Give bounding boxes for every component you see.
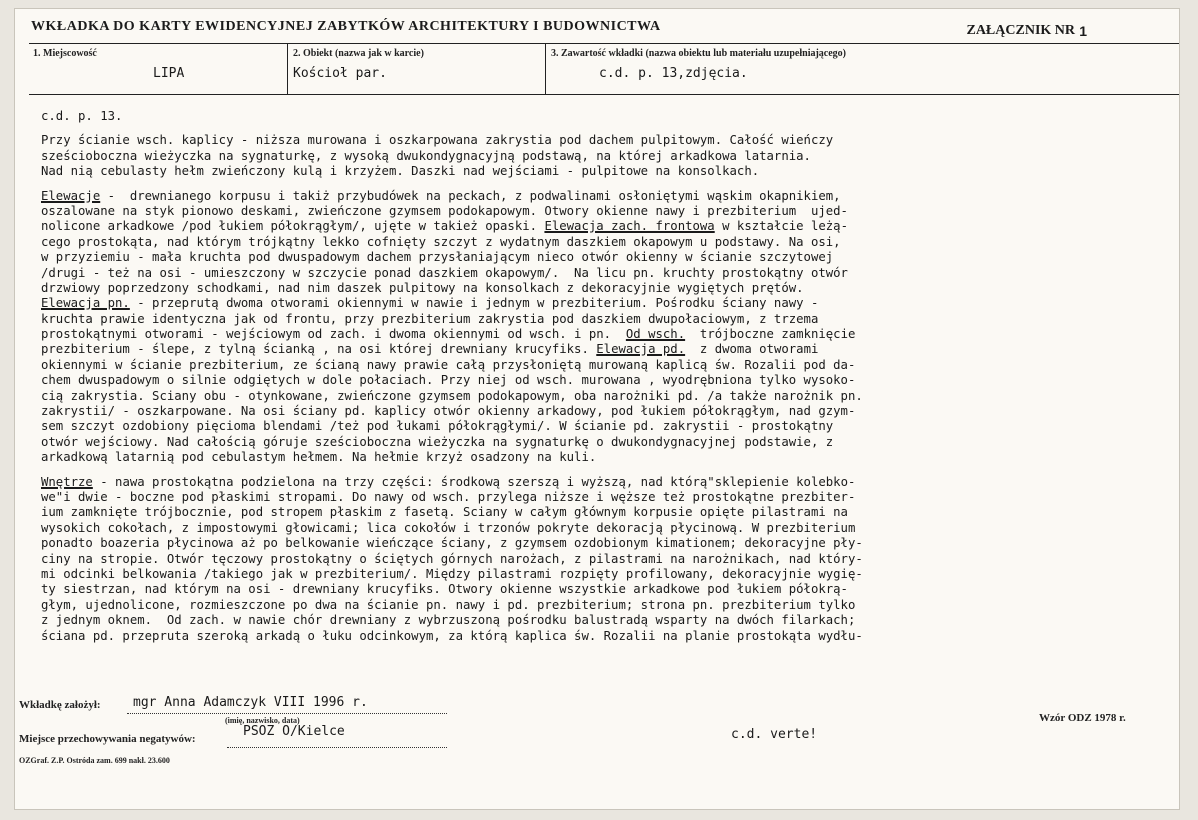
term-east: Od wsch. [625, 327, 686, 342]
text-line: w przyziemiu - mała kruchta pod dwuspadowym dachem przysłaniającym nieco otwór okienny w ścianie szczytowej [41, 250, 834, 265]
text-line: sem szczyt ozdobiony pięcioma blendami /też pod łukami półokrągłymi/. W ścianie pd. zakrystii - prostokątny [41, 419, 834, 434]
text-line: wysokich cokołach, z impostowymi głowicami; lica cokołów i trzonów pokryte dekoracją płycinową. W prezbiterium [41, 520, 856, 535]
text-line: mi odcinki belkowania /takiego jak w prezbiterium/. Między pilastrami rozpięty profilowany, dekoracyjnie wygię- [41, 566, 863, 581]
term-interior: Wnętrze [41, 474, 93, 489]
text-line: we"i dwie - boczne pod płaskimi stropami. Do nawy od wsch. przylega niższe i węższe też prostokątne prezbiter- [41, 489, 856, 504]
annex-label: ZAŁĄCZNIK NR [966, 23, 1075, 38]
text-line: chem dwuspadowym o silnie odgiętych w dole połaciach. Przy niej od wsch. murowana , wyodrębniona tylko wysoko- [41, 373, 856, 388]
field-contents [547, 44, 1179, 94]
field-object-value: Kościoł par. [293, 66, 387, 81]
text-line: Elewacja pn. - przeprutą dwoma otworami okiennymi w nawie i jednym w prezbiterium. Pośrodku ściany nawy - [41, 296, 819, 311]
negatives-storage-line [227, 747, 447, 748]
section-heading: c.d. p. 13. [41, 109, 123, 123]
prepared-by-label: Wkładkę założył: [19, 699, 101, 711]
text-line: ium zamknięte trójbocznie, pod stropem płaskim z fasetą. Sciany w całym głównym korpusie opięte pilastrami na [41, 505, 848, 520]
text-line: ściana pd. przepruta szeroką arkadą o łuku odcinkowym, za którą kaplica św. Rozalii na planie prostokąta wydłu- [41, 628, 863, 643]
term-west-elevation: Elewacja zach. frontowa [544, 219, 715, 234]
text-line: ponadto boazeria płycinowa aż po belkowanie wieńczące ściany, z gzymsem ozdobionym kimationem; dekoracyjne pły- [41, 536, 863, 551]
text-line: Wnętrze - nawa prostokątna podzielona na trzy części: środkową szerszą i wyższą, nad którą"sklepienie kolebko- [41, 474, 856, 489]
text-line: cią zakrystia. Sciany obu - otynkowane, zwieńczone gzymsem podokapowym, oba narożniki pd. /a także narożnik pn. [41, 388, 863, 403]
text-line: otwór wejściowy. Nad całością góruje sześcioboczna wieżyczka na sygnaturkę o dwukondygnacyjnej podstawie, z [41, 434, 834, 449]
negatives-storage-value: PSOZ O/Kielce [243, 724, 345, 739]
term-north-elevation: Elewacja pn. [41, 296, 130, 311]
name-date-hint: (imię, nazwisko, data) [225, 716, 300, 725]
text-line: Przy ścianie wsch. kaplicy - niższa murowana i oszkarpowana zakrystia pod dachem pulpitowym. Całość wieńczy [41, 133, 834, 148]
field-locality [29, 44, 288, 94]
text-line: kruchta prawie identyczna jak od frontu, przy prezbiterium zakrystia pod daszkiem dwupołaciowym, z trzema [41, 311, 819, 326]
text-line: drzwiowy poprzedzony schodkami, nad nim daszek pulpitowy na konsolkach z dekoracyjnie wygiętych prętów. [41, 280, 804, 295]
annex-number: 1 [1079, 23, 1087, 39]
text-line: ty siestrzan, nad którym na osi - drewniany krucyfiks. Otwory okienne wszystkie arkadkowe pod łukiem półokrą- [41, 582, 848, 597]
inventory-card-insert [14, 8, 1180, 810]
text-line: sześcioboczna wieżyczka na sygnaturkę, z wysoką dwukondygnacyjną podstawą, na której arkadkowa latarnia. [41, 148, 811, 163]
negatives-storage-label: Miejsce przechowywania negatywów: [19, 733, 196, 745]
field-contents-label: 3. Zawartość wkładki (nazwa obiektu lub materiału uzupełniającego) [551, 48, 847, 59]
field-locality-value: LIPA [153, 66, 185, 81]
continued-note: c.d. verte! [731, 727, 818, 742]
field-locality-label: 1. Miejscowość [33, 48, 97, 59]
text-line: Elewacje - drewnianego korpusu i takiż przybudówek na peckach, z podwalinami osłoniętymi wąskim okapnikiem, [41, 188, 841, 203]
text-line: prostokątnymi otworami - wejściowym od zach. i dwoma okiennymi od wsch. i pn. Od wsch. trójboczne zamknięcie [41, 327, 856, 342]
field-contents-value: c.d. p. 13,zdjęcia. [599, 66, 748, 81]
text-line: zakrystii/ - oszkarpowane. Na osi ściany pd. kaplicy otwór okienny arkadowy, pod łukiem półokrągłym, nad gzym- [41, 404, 856, 419]
text-line: okiennymi w ścianie prezbiterium, ze ścianą nawy prawie całą przysłoniętą murowaną kaplicą św. Rozalii pod da- [41, 357, 856, 372]
card-title: WKŁADKA DO KARTY EWIDENCYJNEJ ZABYTKÓW ARCHITEKTURY I BUDOWNICTWA [31, 19, 661, 34]
text-line: arkadkową latarnią pod cebulastym hełmem. Na hełmie krzyż osadzony na kuli. [41, 450, 597, 465]
text-line: /drugi - też na osi - umieszczony w szczycie ponad daszkiem okapowym/. Na licu pn. kruchty prostokątny otwór [41, 265, 848, 280]
field-object [289, 44, 546, 94]
printer-imprint: OZGraf. Z.P. Ostróda zam. 699 nakł. 23.600 [19, 756, 170, 765]
text-line: prezbiterium - ślepe, z tylną ścianką , na osi której drewniany krucyfiks. Elewacja pd. z dwoma otworami [41, 342, 819, 357]
text-line: nolicone arkadkowe /pod łukiem półokrągłym/, ujęte w takież opaski. Elewacja zach. frontowa w kształcie leżą- [41, 219, 848, 234]
text-line: oszalowane na styk pionowo deskami, zwieńczone gzymsem podokapowym. Otwory okienne nawy i prezbiterium ujed- [41, 203, 848, 218]
text-line: cego prostokąta, nad którym trójkątny lekko cofnięty szczyt z wydatnym daszkiem okapowym u podstawy. Na osi, [41, 234, 841, 249]
field-object-label: 2. Obiekt (nazwa jak w karcie) [293, 48, 424, 59]
term-elevations: Elewacje [41, 188, 101, 203]
text-line: głym, ujednolicone, rozmieszczone po dwa na ścianie pn. nawy i pd. prezbiterium; strona pn. prezbiterium tylko [41, 597, 856, 612]
prepared-by-line [127, 713, 447, 714]
text-line: ciny na stropie. Otwór tęczowy prostokątny o ściętych górnych narożach, z pilastrami na narożnikach, nad który- [41, 551, 863, 566]
header-fields [29, 43, 1179, 95]
text-line: Nad nią cebulasty hełm zwieńczony kulą i krzyżem. Daszki nad wejściami - pulpitowe na konsolkach. [41, 164, 760, 179]
text-line: z jednym oknem. Od zach. w nawie chór drewniany z wybrzuszoną pośrodku balustradą wsparty na dwóch filarkach; [41, 613, 856, 628]
prepared-by-value: mgr Anna Adamczyk VIII 1996 r. [133, 695, 368, 710]
form-template-label: Wzór ODZ 1978 r. [1039, 712, 1126, 724]
term-south-elevation: Elewacja pd. [596, 342, 686, 357]
description-text [41, 109, 1171, 644]
